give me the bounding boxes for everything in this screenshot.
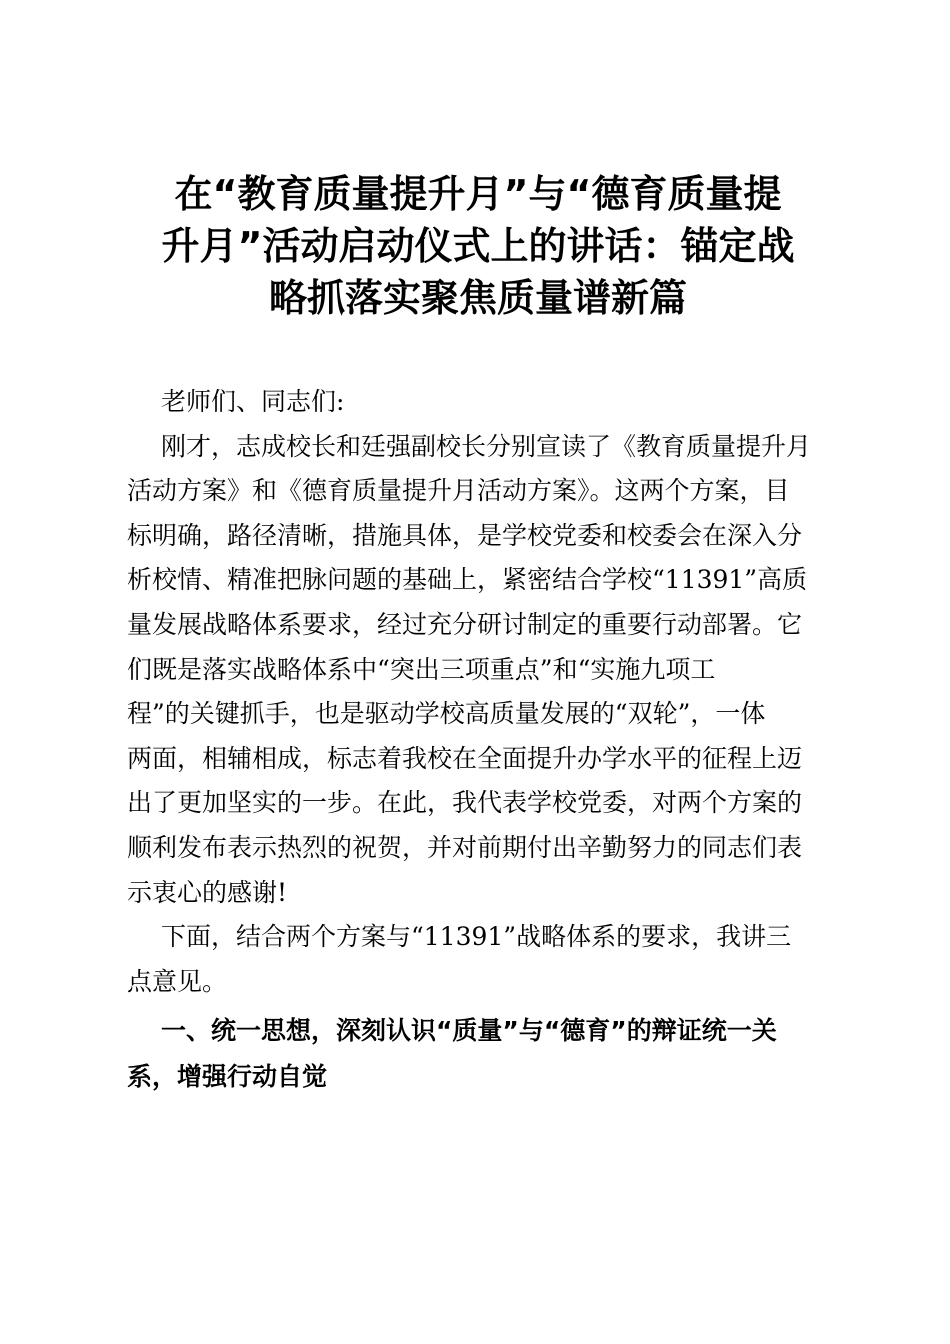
paragraph-2 <box>127 915 837 1004</box>
text-line: 活动方案》和《德育质量提升月活动方案》。这两个方案，目 <box>127 476 790 506</box>
heading-line: 系，增强行动自觉 <box>127 1062 328 1092</box>
heading-line: 一、统一思想，深刻认识“质量”与“德育”的辩证统一关 <box>161 1016 777 1046</box>
paragraph-1 <box>127 425 837 916</box>
text-line: 两面，相辅相成，标志着我校在全面提升办学水平的征程上迈 <box>127 743 803 773</box>
title-line: 升月”活动启动仪式上的讲话：锚定战 <box>161 224 795 268</box>
text-line: 下面，结合两个方案与“11391”战略体系的要求，我讲三 <box>161 922 792 952</box>
text-line: 顺利发布表示热烈的祝贺，并对前期付出辛勤努力的同志们表 <box>127 832 803 862</box>
section-heading-1 <box>127 1008 837 1100</box>
text-line: 示衷心的感谢! <box>127 877 288 907</box>
text-line: 点意见。 <box>127 966 228 996</box>
text-line: 析校情、精准把脉问题的基础上，紧密结合学校“11391”高质 <box>127 565 808 595</box>
text-line: 标明确，路径清晰，措施具体，是学校党委和校委会在深入分 <box>127 520 803 550</box>
text-line: 量发展战略体系要求，经过充分研讨制定的重要行动部署。它 <box>127 609 803 639</box>
title-line: 在“教育质量提升月”与“德育质量提 <box>174 172 782 216</box>
title-line: 略抓落实聚焦质量谱新篇 <box>268 276 687 320</box>
salutation: 老师们、同志们: <box>161 387 345 416</box>
document-body <box>127 380 837 1100</box>
text-line: 刚才，志成校长和廷强副校长分别宣读了《教育质量提升月 <box>161 431 812 461</box>
text-line: 们既是落实战略体系中“突出三项重点”和“实施九项工 <box>127 654 716 684</box>
text-line: 程”的关键抓手，也是驱动学校高质量发展的“双轮”，一体 <box>127 699 766 729</box>
text-line: 出了更加坚实的一步。在此，我代表学校党委，对两个方案的 <box>127 788 803 818</box>
document-title <box>120 168 836 324</box>
